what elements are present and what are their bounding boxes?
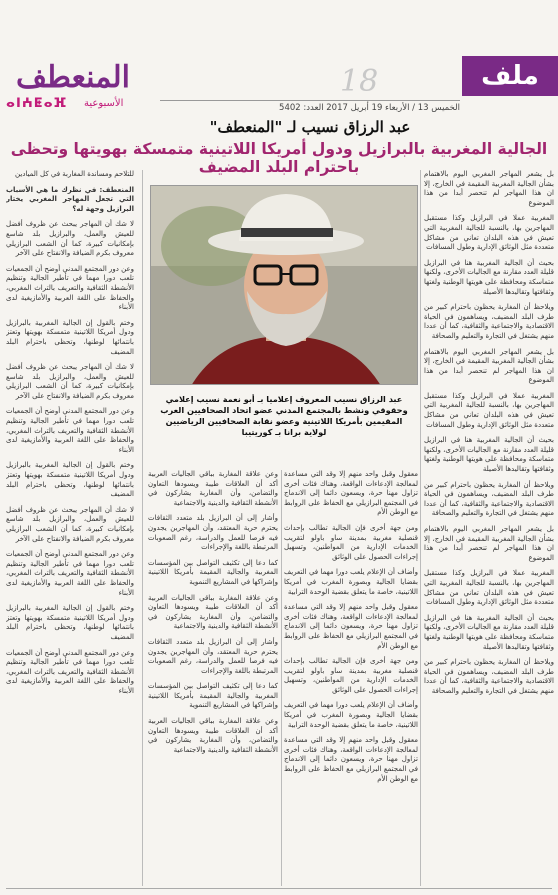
interview-question: المنعطف: في نظرك ما هي الأسباب التي تجعل المهاجر المغربي يختار البرازيل وجهة له؟ xyxy=(6,185,134,213)
newspaper-logo xyxy=(6,60,136,112)
paragraph: بل يشعر المهاجر المغربي اليوم بالاهتمام بشأن الجالية المغربية المقيمة في الخارج، إلا ان هذا المهاجر لم تنحصر أبدا من هذا الموضوع xyxy=(424,525,554,562)
paragraph: لا شك أن المهاجر يبحث عن ظروف أفضل للعيش والعمل، والبرازيل بلد شاسع بإمكانيات كبيرة، كما أن الشعب البرازيلي معروف بكرم الضيافة والانفتاح على الآخر xyxy=(6,220,134,258)
logo-title: المنعطف xyxy=(16,60,131,95)
paragraph: بحيث أن الجالية المغربية هنا في البرازيل قليلة العدد مقارنة مع الجاليات الأخرى، ولكنها متماسكة ومحافظة على هويتها الوطنية ولغتها وثقافتها وتقاليدها الأصيلة xyxy=(424,436,554,474)
paragraph: بحيث أن الجالية المغربية هنا في البرازيل قليلة العدد مقارنة مع الجاليات الأخرى، ولكنها متماسكة ومحافظة على هويتها الوطنية ولغتها وثقافتها وتقاليدها الأصيلة xyxy=(424,258,554,296)
masthead xyxy=(0,0,558,113)
paragraph: وعن علاقة المغاربة بباقي الجاليات العربية أكد أن العلاقات طيبة ويسودها التعاون والتضامن، وأن المغاربة يشاركون في الأنشطة الثقافية والدينية والاجتماعية xyxy=(148,593,278,631)
paragraph: المغربية عملا في البرازيل وكذا مستقبل المهاجرين بها، بالنسبة للجالية المغربية التي تعيش في هذه البلدان تعاني من مشاكل متعددة مثل الوثائق الإدارية وطول المسافات xyxy=(424,569,554,607)
paragraph: كما دعا إلى تكثيف التواصل بين المؤسسات المغربية والجالية المقيمة بأمريكا اللاتينية وإشراكها في المشاريع التنموية xyxy=(148,682,278,710)
paragraph: وأضاف أن الإعلام يلعب دورا مهما في التعريف بقضايا الجالية وبصورة المغرب في أمريكا اللاتينية، خاصة ما يتعلق بقضية الوحدة الترابية xyxy=(284,701,418,729)
paragraph: وعن علاقة المغاربة بباقي الجاليات العربية أكد أن العلاقات طيبة ويسودها التعاون والتضامن، وأن المغاربة يشاركون في الأنشطة الثقافية والدينية والاجتماعية xyxy=(148,717,278,754)
paragraph: ومن جهة أخرى فإن الجالية تطالب بإحداث قنصلية مغربية بمدينة ساو باولو لتقريب الخدمات الإدارية من المواطنين، وتسهيل إجراءات الحصول على الوثائق xyxy=(284,657,418,694)
paragraph: للتلاحم ومساندة المغاربة في كل الميادين xyxy=(15,170,134,178)
paragraph: وأشار إلى أن البرازيل بلد متعدد الثقافات يحترم حرية المعتقد، وأن المهاجرين يجدون فيه فرصا للعمل والدراسة، رغم الصعوبات المرتبطة باللغة والإجراءات xyxy=(148,637,278,675)
paragraph: المغربية عملا في البرازيل وكذا مستقبل المهاجرين بها، بالنسبة للجالية المغربية التي تعيش في هذه البلدان تعاني من مشاكل متعددة مثل الوثائق الإدارية وطول المسافات xyxy=(424,214,554,252)
paragraph: ومن جهة أخرى فإن الجالية تطالب بإحداث قنصلية مغربية بمدينة ساو باولو لتقريب الخدمات الإدارية من المواطنين، وتسهيل إجراءات الحصول على الوثائق xyxy=(284,523,418,561)
paragraph: وأشار إلى أن البرازيل بلد متعدد الثقافات يحترم حرية المعتقد، وأن المهاجرين يجدون فيه فرصا للعمل والدراسة، رغم الصعوبات المرتبطة باللغة والإجراءات xyxy=(148,514,278,552)
paragraph: وعن علاقة المغاربة بباقي الجاليات العربية أكد أن العلاقات طيبة ويسودها التعاون والتضامن، وأن المغاربة يشاركون في الأنشطة الثقافية والدينية والاجتماعية xyxy=(148,470,278,507)
article-headline: الجالية المغربية بالبرازيل ودول أمريكا اللاتينية متمسكة بهويتها وتحظى باحترام البلد المضيف xyxy=(10,140,548,176)
portrait-photo xyxy=(150,185,418,385)
paragraph: وعن دور المجتمع المدني أوضح أن الجمعيات تلعب دورا مهما في تأطير الجالية وتنظيم الأنشطة الثقافية والتعريف بالتراث المغربي، والحفاظ على اللغة العربية والأمازيغية لدى الأبناء xyxy=(6,648,134,695)
section-label: ملف xyxy=(462,56,558,96)
paragraph: معقول وقبل واحد منهم إلا وقد التي مساعدة لمعالجة الإدعاءات الواقعة، وهناك فئات أخرى تزاول مهنا حرة، ويسعون دائما إلى الاندماج في المجتمع البرازيلي مع الحفاظ على الروابط مع الوطن الأم xyxy=(284,470,418,517)
column-left xyxy=(6,170,134,890)
paragraph: المغربية عملا في البرازيل وكذا مستقبل المهاجرين بها، بالنسبة للجالية المغربية التي تعيش في هذه البلدان تعاني من مشاكل متعددة مثل الوثائق الإدارية وطول المسافات xyxy=(424,391,554,429)
logo-tifinagh: ⴰⵏⵄⵟⴰⴼ xyxy=(6,96,68,111)
paragraph: وختم بالقول إن الجالية المغربية بالبرازيل ودول أمريكا اللاتينية متمسكة بهويتها وتعتز بانتمائها لوطنها، وتحظى باحترام البلد المضيف xyxy=(6,604,134,641)
column-divider xyxy=(142,170,143,886)
column-middle xyxy=(284,470,418,890)
paragraph: بل يشعر المهاجر المغربي اليوم بالاهتمام بشأن الجالية المغربية المقيمة في الخارج، إلا ان هذا المهاجر لم تنحصر أبدا من هذا الموضوع xyxy=(424,347,554,385)
paragraph: وعن دور المجتمع المدني أوضح أن الجمعيات تلعب دورا مهما في تأطير الجالية وتنظيم الأنشطة الثقافية والتعريف بالتراث المغربي، والحفاظ على اللغة العربية والأمازيغية لدى الأبناء xyxy=(6,550,134,597)
paragraph: بحيث أن الجالية المغربية هنا في البرازيل قليلة العدد مقارنة مع الجاليات الأخرى، ولكنها متماسكة ومحافظة على هويتها الوطنية ولغتها وثقافتها وتقاليدها الأصيلة xyxy=(424,613,554,651)
column-divider xyxy=(420,170,421,886)
paragraph: ويلاحظ أن المغاربة يحظون باحترام كبير من طرف البلد المضيف، ويساهمون في الحياة الاقتصادية والاجتماعية والثقافية، كما أن عددا منهم يشتغل في التجارة والتعليم والصحافة xyxy=(424,480,554,518)
paragraph: وختم بالقول إن الجالية المغربية بالبرازيل ودول أمريكا اللاتينية متمسكة بهويتها وتعتز بانتمائها لوطنها، وتحظى باحترام البلد المضيف xyxy=(6,318,134,356)
column-right xyxy=(424,170,554,890)
paragraph: وعن دور المجتمع المدني أوضح أن الجمعيات تلعب دورا مهما في تأطير الجالية وتنظيم الأنشطة الثقافية والتعريف بالتراث المغربي، والحفاظ على اللغة العربية والأمازيغية لدى الأبناء xyxy=(6,264,134,312)
dateline: الخميس 13 / الأربعاء 19 أبريل 2017 العدد: 5402 xyxy=(160,100,460,113)
paragraph: كما دعا إلى تكثيف التواصل بين المؤسسات المغربية والجالية المقيمة بأمريكا اللاتينية وإشراكها في المشاريع التنموية xyxy=(148,558,278,586)
paragraph: بل يشعر المهاجر المغربي اليوم بالاهتمام بشأن الجالية المغربية المقيمة في الخارج، إلا ان هذا المهاجر لم تنحصر أبدا من هذا الموضوع xyxy=(424,170,554,207)
paragraph: ويلاحظ أن المغاربة يحظون باحترام كبير من طرف البلد المضيف، ويساهمون في الحياة الاقتصادية والاجتماعية والثقافية، كما أن عددا منهم يشتغل في التجارة والتعليم والصحافة xyxy=(424,303,554,340)
page-number: 18 xyxy=(340,64,379,99)
paragraph: وعن دور المجتمع المدني أوضح أن الجمعيات تلعب دورا مهما في تأطير الجالية وتنظيم الأنشطة الثقافية والتعريف بالتراث المغربي، والحفاظ على اللغة العربية والأمازيغية لدى الأبناء xyxy=(6,407,134,454)
column-divider xyxy=(281,470,282,886)
paragraph: ويلاحظ أن المغاربة يحظون باحترام كبير من طرف البلد المضيف، ويساهمون في الحياة الاقتصادية والاجتماعية والثقافية، كما أن عددا منهم يشتغل في التجارة والتعليم والصحافة xyxy=(424,658,554,695)
paragraph: معقول وقبل واحد منهم إلا وقد التي مساعدة لمعالجة الإدعاءات الواقعة، وهناك فئات أخرى تزاول مهنا حرة، ويسعون دائما إلى الاندماج في المجتمع البرازيلي مع الحفاظ على الروابط مع الوطن الأم xyxy=(284,603,418,650)
portrait-illustration xyxy=(151,186,418,385)
article-byline: عبد الرزاق نسيب لـ "المنعطف" xyxy=(209,118,411,136)
paragraph: معقول وقبل واحد منهم إلا وقد التي مساعدة لمعالجة الإدعاءات الواقعة، وهناك فئات أخرى تزاول مهنا حرة، ويسعون دائما إلى الاندماج في المجتمع البرازيلي مع الحفاظ على الروابط مع الوطن الأم xyxy=(284,736,418,783)
photo-caption: عبد الرزاق نسيب المعروف إعلاميا بـ أبو نعمة نسيب إعلامي وحقوقي ونشط بالمجتمع المدني عضو اتحاد الصحافيين العرب المقيمين بأمريكا اللاتينية وعضو نقابة الصحافيين الرياضيين لولاية برانا بـ كوريتيبا xyxy=(150,390,418,462)
paragraph: لا شك أن المهاجر يبحث عن ظروف أفضل للعيش والعمل، والبرازيل بلد شاسع بإمكانيات كبيرة، كما أن الشعب البرازيلي معروف بكرم الضيافة والانفتاح على الآخر xyxy=(6,505,134,543)
paragraph: وأضاف أن الإعلام يلعب دورا مهما في التعريف بقضايا الجالية وبصورة المغرب في أمريكا اللاتينية، خاصة ما يتعلق بقضية الوحدة الترابية xyxy=(284,568,418,596)
paragraph: لا شك أن المهاجر يبحث عن ظروف أفضل للعيش والعمل، والبرازيل بلد شاسع بإمكانيات كبيرة، كما أن الشعب البرازيلي معروف بكرم الضيافة والانفتاح على الآخر xyxy=(6,363,134,400)
bottom-rule xyxy=(6,888,552,889)
logo-weekly: الأسبوعية xyxy=(84,98,124,109)
paragraph: وختم بالقول إن الجالية المغربية بالبرازيل ودول أمريكا اللاتينية متمسكة بهويتها وتعتز بانتمائها لوطنها، وتحظى باحترام البلد المضيف xyxy=(6,461,134,499)
column-center xyxy=(148,470,278,890)
